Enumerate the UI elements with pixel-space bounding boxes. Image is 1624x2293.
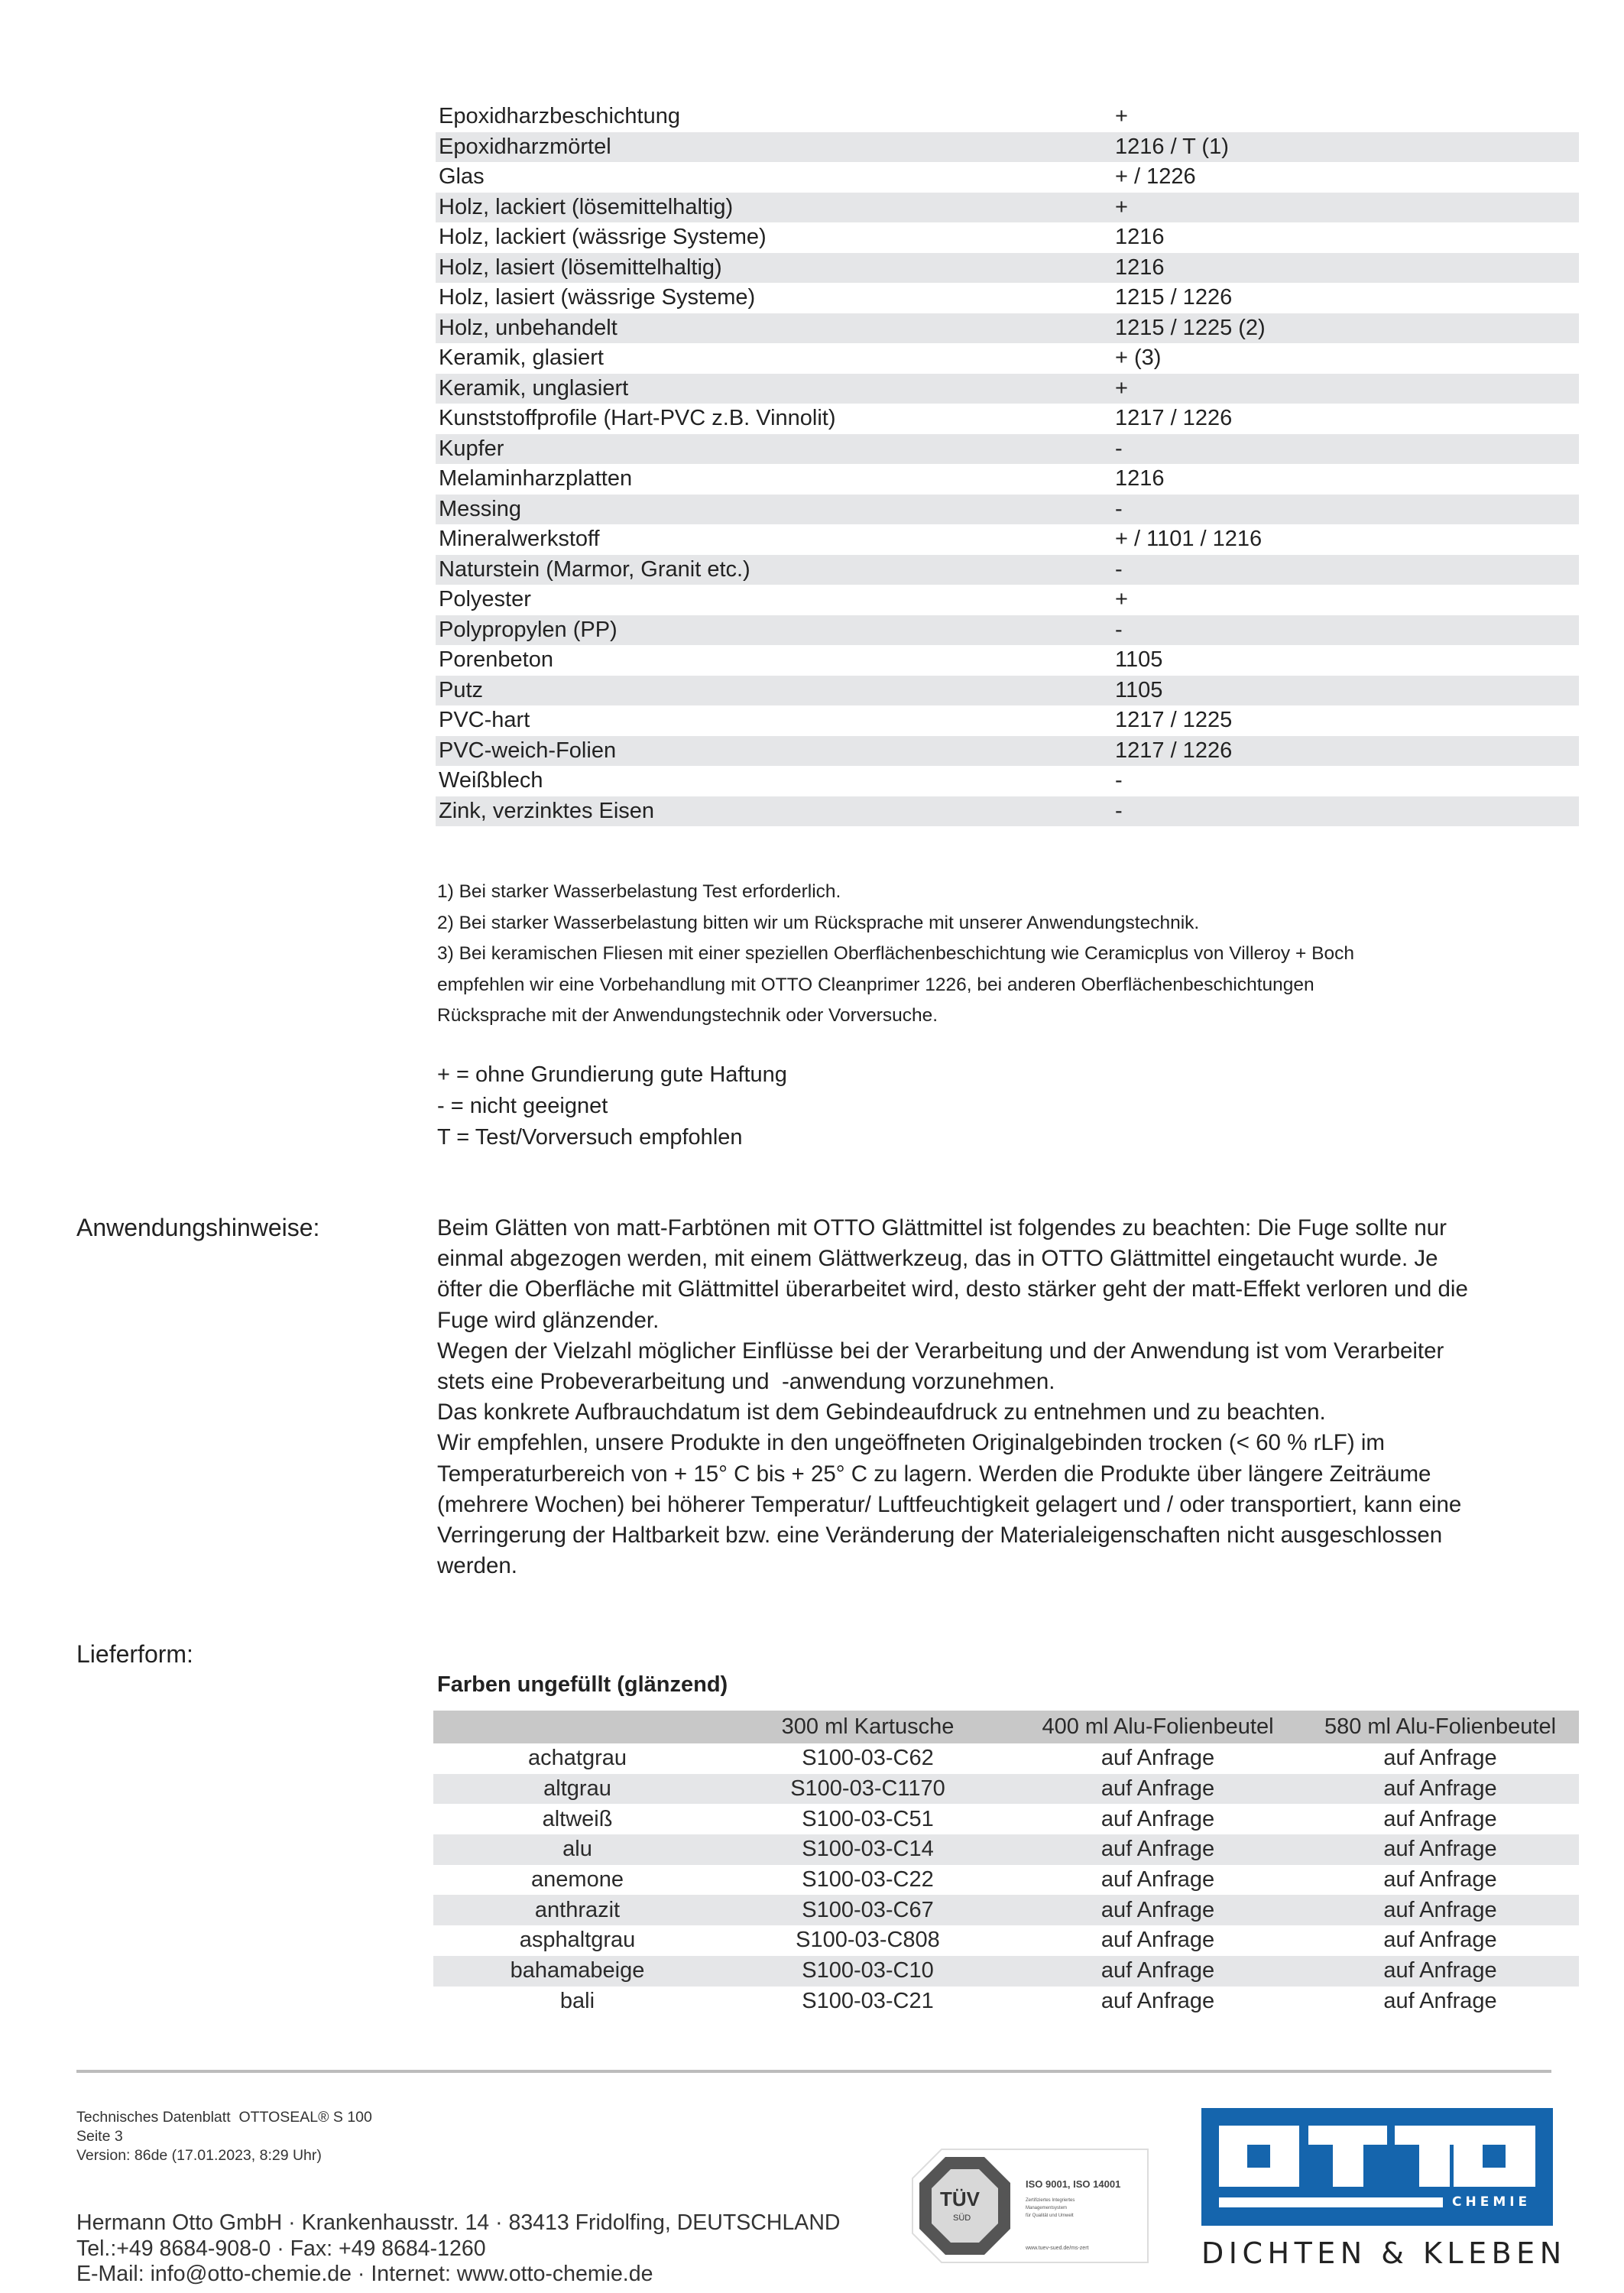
substrate-row: [436, 555, 1579, 585]
substrate-primer-value: -: [1115, 617, 1123, 642]
foil-bag-400ml: auf Anfrage: [1100, 1928, 1215, 1953]
substrate-primer-value: +: [1115, 194, 1128, 219]
substrate-primer-value: -: [1115, 556, 1123, 582]
color-name: asphaltgrau: [519, 1928, 636, 1953]
foil-bag-580ml: auf Anfrage: [1383, 1746, 1497, 1771]
footnote-1: 1) Bei starker Wasserbelastung Test erforderlich.: [437, 881, 841, 902]
application-notes-label: Anwendungshinweise:: [76, 1214, 320, 1241]
delivery-table: [433, 1711, 1579, 2016]
substrate-material: Polypropylen (PP): [439, 617, 618, 642]
color-name: alu: [433, 1834, 721, 1865]
logo-letter-o-hole: [1247, 2145, 1270, 2168]
cartridge-300ml-article: S100-03-C14: [721, 1834, 1014, 1865]
substrate-material: Keramik, glasiert: [439, 345, 604, 370]
substrate-material: Epoxidharzmörtel: [439, 134, 611, 159]
footer-company-info: [76, 2210, 840, 2288]
delivery-subtitle: Farben ungefüllt (glänzend): [437, 1672, 728, 1697]
application-notes-line: öfter die Oberfläche mit Glättmittel überarbeitet wird, desto stärker geht der matt-Effekt verloren und die: [437, 1276, 1468, 1302]
substrate-row: [436, 374, 1579, 404]
substrate-material: Porenbeton: [439, 647, 553, 672]
cartridge-300ml-article: S100-03-C62: [802, 1746, 934, 1771]
foil-bag-580ml: auf Anfrage: [1383, 1867, 1497, 1892]
color-name: bahamabeige: [433, 1956, 721, 1987]
tuv-certification-badge: [911, 2148, 1149, 2264]
substrate-material: Polyester: [439, 587, 531, 611]
substrate-row: [436, 343, 1579, 374]
substrate-primer-value: 1215 / 1226: [1115, 285, 1233, 310]
substrate-row: [436, 132, 1579, 163]
delivery-row: [433, 1895, 1579, 1925]
application-notes-line: Wir empfehlen, unsere Produkte in den ungeöffneten Originalgebinden trocken (< 60 % rLF) im: [437, 1430, 1385, 1456]
cartridge-300ml-article: S100-03-C21: [802, 1988, 934, 2013]
symbol-legend: [437, 1059, 787, 1153]
delivery-row: [433, 1774, 1579, 1805]
tuv-description-line: Zertifiziertes Integriertes: [1026, 2198, 1075, 2203]
footer-page: Seite 3: [76, 2128, 123, 2145]
foil-bag-400ml: auf Anfrage: [1014, 1956, 1301, 1987]
substrate-row: [436, 705, 1579, 736]
color-name: altweiß: [542, 1806, 613, 1831]
substrate-row: [436, 645, 1579, 676]
substrate-primer-value: 1215 / 1225 (2): [1115, 315, 1266, 340]
foil-bag-580ml: auf Anfrage: [1383, 1928, 1497, 1953]
foil-bag-400ml: auf Anfrage: [1100, 1988, 1215, 2013]
delivery-row: [433, 1925, 1579, 1956]
logo-letter-o-hole: [1483, 2145, 1506, 2168]
substrate-primer-value: -: [1115, 798, 1123, 823]
substrate-row: [436, 524, 1579, 555]
substrate-material: Keramik, unglasiert: [439, 375, 629, 401]
substrate-material: Weißblech: [439, 768, 543, 793]
substrate-primer-table: [436, 102, 1579, 826]
substrate-material: Holz, lackiert (wässrige Systeme): [439, 225, 767, 249]
logo-chemie-text: CHEMIE: [1452, 2194, 1532, 2210]
substrate-row: [436, 796, 1579, 827]
header-color: [433, 1711, 721, 1743]
application-notes-line: einmal abgezogen werden, mit einem Glättwerkzeug, das in OTTO Glättmittel eingetaucht wurde. Je: [437, 1246, 1438, 1272]
foil-bag-400ml: auf Anfrage: [1100, 1806, 1215, 1831]
substrate-material: Naturstein (Marmor, Granit etc.): [439, 556, 750, 582]
footer-document-info: [76, 2108, 372, 2165]
application-notes-line: Verringerung der Haltbarkeit bzw. eine Veränderung der Materialeigenschaften nicht ausgeschlossen: [437, 1523, 1443, 1549]
substrate-row: [436, 585, 1579, 615]
substrate-row: [436, 615, 1579, 646]
substrate-material: Epoxidharzbeschichtung: [439, 104, 680, 128]
substrate-material: PVC-weich-Folien: [439, 738, 617, 763]
substrate-row: [436, 193, 1579, 223]
logo-letter-t-stem: [1333, 2126, 1363, 2187]
substrate-row: [436, 222, 1579, 253]
substrate-primer-value: + (3): [1115, 345, 1162, 370]
color-name: bali: [559, 1988, 595, 2013]
substrate-primer-value: +: [1115, 104, 1128, 128]
application-notes-line: (mehrere Wochen) bei höherer Temperatur/ Luftfeuchtigkeit gelagert und / oder transportiert, kann eine: [437, 1491, 1462, 1517]
footer-email-web: E-Mail: info@otto-chemie.de · Internet: www.otto-chemie.de: [76, 2262, 653, 2286]
delivery-row: [433, 1987, 1579, 2017]
substrate-primer-value: 1105: [1115, 647, 1163, 672]
foil-bag-400ml: auf Anfrage: [1100, 1746, 1215, 1771]
substrate-primer-value: 1105: [1115, 677, 1163, 702]
substrate-material: PVC-hart: [439, 708, 530, 732]
footnote-3-line-2: empfehlen wir eine Vorbehandlung mit OTTO Cleanprimer 1226, bei anderen Oberflächenbeschichtungen: [437, 974, 1314, 995]
cartridge-300ml-article: S100-03-C51: [802, 1806, 934, 1831]
substrate-material: Kunststoffprofile (Hart-PVC z.B. Vinnolit): [439, 406, 836, 430]
footnotes: [437, 877, 1583, 1032]
substrate-primer-value: +: [1115, 375, 1128, 401]
color-name: anthrazit: [433, 1895, 721, 1925]
substrate-material: Mineralwerkstoff: [439, 527, 600, 551]
foil-bag-580ml: auf Anfrage: [1301, 1956, 1579, 1987]
color-name: altgrau: [433, 1774, 721, 1805]
tuv-description-line: für Qualität und Umwelt: [1026, 2214, 1074, 2218]
header-300ml-cartridge: 300 ml Kartusche: [721, 1711, 1014, 1743]
substrate-primer-value: 1217 / 1225: [1115, 708, 1233, 732]
substrate-material: Melaminharzplatten: [439, 466, 633, 491]
logo-underline-bar: [1219, 2197, 1443, 2207]
substrate-primer-value: 1217 / 1226: [1115, 406, 1233, 430]
tuv-url: www.tuev-sued.de/ms-zert: [1026, 2246, 1089, 2251]
cartridge-300ml-article: S100-03-C10: [721, 1956, 1014, 1987]
substrate-material: Kupfer: [439, 436, 504, 461]
substrate-row: [436, 102, 1579, 132]
substrate-primer-value: -: [1115, 768, 1123, 793]
logo-letter-t-stem: [1419, 2126, 1450, 2187]
substrate-row: [436, 766, 1579, 796]
legend-minus: - = nicht geeignet: [437, 1094, 608, 1118]
delivery-row: [433, 1743, 1579, 1774]
substrate-primer-value: -: [1115, 496, 1123, 521]
footer-company-address: Hermann Otto GmbH · Krankenhausstr. 14 · 83413 Fridolfing, DEUTSCHLAND: [76, 2210, 841, 2235]
substrate-primer-value: -: [1115, 436, 1123, 461]
substrate-row: [436, 404, 1579, 434]
footer-doc-title: Technisches Datenblatt OTTOSEAL® S 100: [76, 2109, 372, 2126]
substrate-row: [436, 736, 1579, 767]
substrate-primer-value: + / 1101 / 1216: [1115, 527, 1263, 551]
substrate-primer-value: +: [1115, 587, 1128, 611]
substrate-material: Glas: [439, 164, 485, 189]
foil-bag-580ml: auf Anfrage: [1301, 1895, 1579, 1925]
tuv-mark: TÜV: [940, 2188, 980, 2210]
substrate-primer-value: 1216: [1115, 255, 1165, 280]
tuv-description-line: Managementsystem: [1026, 2206, 1068, 2210]
foil-bag-400ml: auf Anfrage: [1014, 1774, 1301, 1805]
substrate-primer-value: 1216 / T (1): [1115, 134, 1229, 159]
cartridge-300ml-article: S100-03-C808: [796, 1928, 940, 1953]
delivery-header-row: [433, 1711, 1579, 1743]
delivery-row: [433, 1956, 1579, 1987]
substrate-material: Putz: [439, 677, 484, 702]
cartridge-300ml-article: S100-03-C1170: [721, 1774, 1014, 1805]
application-notes-text: [437, 1213, 1583, 1581]
substrate-row: [436, 464, 1579, 495]
foil-bag-580ml: auf Anfrage: [1383, 1806, 1497, 1831]
substrate-material: Holz, lackiert (lösemittelhaltig): [439, 194, 734, 219]
substrate-row: [436, 676, 1579, 706]
color-name: anemone: [531, 1867, 624, 1892]
footnote-2: 2) Bei starker Wasserbelastung bitten wir um Rücksprache mit unserer Anwendungstechnik.: [437, 912, 1200, 933]
substrate-row: [436, 162, 1579, 193]
substrate-material: Zink, verzinktes Eisen: [439, 798, 655, 823]
delivery-row: [433, 1804, 1579, 1834]
foil-bag-400ml: auf Anfrage: [1014, 1834, 1301, 1865]
delivery-row: [433, 1865, 1579, 1896]
otto-chemie-logo: [1201, 2108, 1553, 2226]
legend-plus: + = ohne Grundierung gute Haftung: [437, 1062, 787, 1087]
header-580ml-foil-bag: 580 ml Alu-Folienbeutel: [1301, 1711, 1579, 1743]
application-notes-line: Temperaturbereich von + 15° C bis + 25° C zu lagern. Werden die Produkte über längere Zeiträume: [437, 1461, 1431, 1487]
color-name: achatgrau: [528, 1746, 627, 1771]
substrate-row: [436, 283, 1579, 313]
application-notes-line: werden.: [437, 1553, 517, 1579]
foil-bag-400ml: auf Anfrage: [1014, 1895, 1301, 1925]
footnote-3-line-1: 3) Bei keramischen Fliesen mit einer speziellen Oberflächenbeschichtung wie Ceramicplus von Villeroy + Boch: [437, 943, 1354, 964]
delivery-row: [433, 1834, 1579, 1865]
substrate-material: Holz, unbehandelt: [439, 315, 618, 340]
foil-bag-400ml: auf Anfrage: [1100, 1867, 1215, 1892]
substrate-material: Messing: [439, 496, 521, 521]
substrate-material: Holz, lasiert (lösemittelhaltig): [439, 255, 722, 280]
application-notes-line: Wegen der Vielzahl möglicher Einflüsse bei der Verarbeitung und der Anwendung ist vom Verarbeiter: [437, 1338, 1444, 1364]
substrate-row: [436, 253, 1579, 284]
substrate-row: [436, 313, 1579, 344]
substrate-primer-value: + / 1226: [1115, 164, 1196, 189]
cartridge-300ml-article: S100-03-C67: [721, 1895, 1014, 1925]
foil-bag-580ml: auf Anfrage: [1301, 1774, 1579, 1805]
footer-phone-fax: Tel.:+49 8684-908-0 · Fax: +49 8684-1260: [76, 2236, 486, 2261]
footer-version: Version: 86de (17.01.2023, 8:29 Uhr): [76, 2147, 322, 2164]
legend-test: T = Test/Vorversuch empfohlen: [437, 1125, 743, 1150]
delivery-label: Lieferform:: [76, 1640, 193, 1668]
tuv-mark-sub: SÜD: [953, 2214, 971, 2223]
application-notes-line: stets eine Probeverarbeitung und -anwendung vorzunehmen.: [437, 1369, 1055, 1395]
substrate-material: Holz, lasiert (wässrige Systeme): [439, 285, 756, 310]
substrate-primer-value: 1216: [1115, 466, 1165, 491]
cartridge-300ml-article: S100-03-C22: [802, 1867, 934, 1892]
application-notes-line: Das konkrete Aufbrauchdatum ist dem Gebindeaufdruck zu entnehmen und zu beachten.: [437, 1399, 1326, 1425]
application-notes-line: Beim Glätten von matt-Farbtönen mit OTTO Glättmittel ist folgendes zu beachten: Die Fuge sollte nur: [437, 1215, 1447, 1241]
foil-bag-580ml: auf Anfrage: [1301, 1834, 1579, 1865]
logo-tagline: DICHTEN & KLEBEN: [1201, 2236, 1567, 2270]
header-400ml-foil-bag: 400 ml Alu-Folienbeutel: [1014, 1711, 1301, 1743]
tuv-description: [1026, 2197, 1075, 2220]
footer-divider: [76, 2070, 1551, 2073]
substrate-row: [436, 495, 1579, 525]
foil-bag-580ml: auf Anfrage: [1383, 1988, 1497, 2013]
tuv-iso-standards: ISO 9001, ISO 14001: [1026, 2178, 1121, 2190]
application-notes-line: Fuge wird glänzender.: [437, 1307, 660, 1333]
footnote-3-line-3: Rücksprache mit der Anwendungstechnik oder Vorversuche.: [437, 1005, 938, 1026]
substrate-primer-value: 1216: [1115, 225, 1165, 249]
substrate-row: [436, 434, 1579, 465]
substrate-primer-value: 1217 / 1226: [1115, 738, 1233, 763]
